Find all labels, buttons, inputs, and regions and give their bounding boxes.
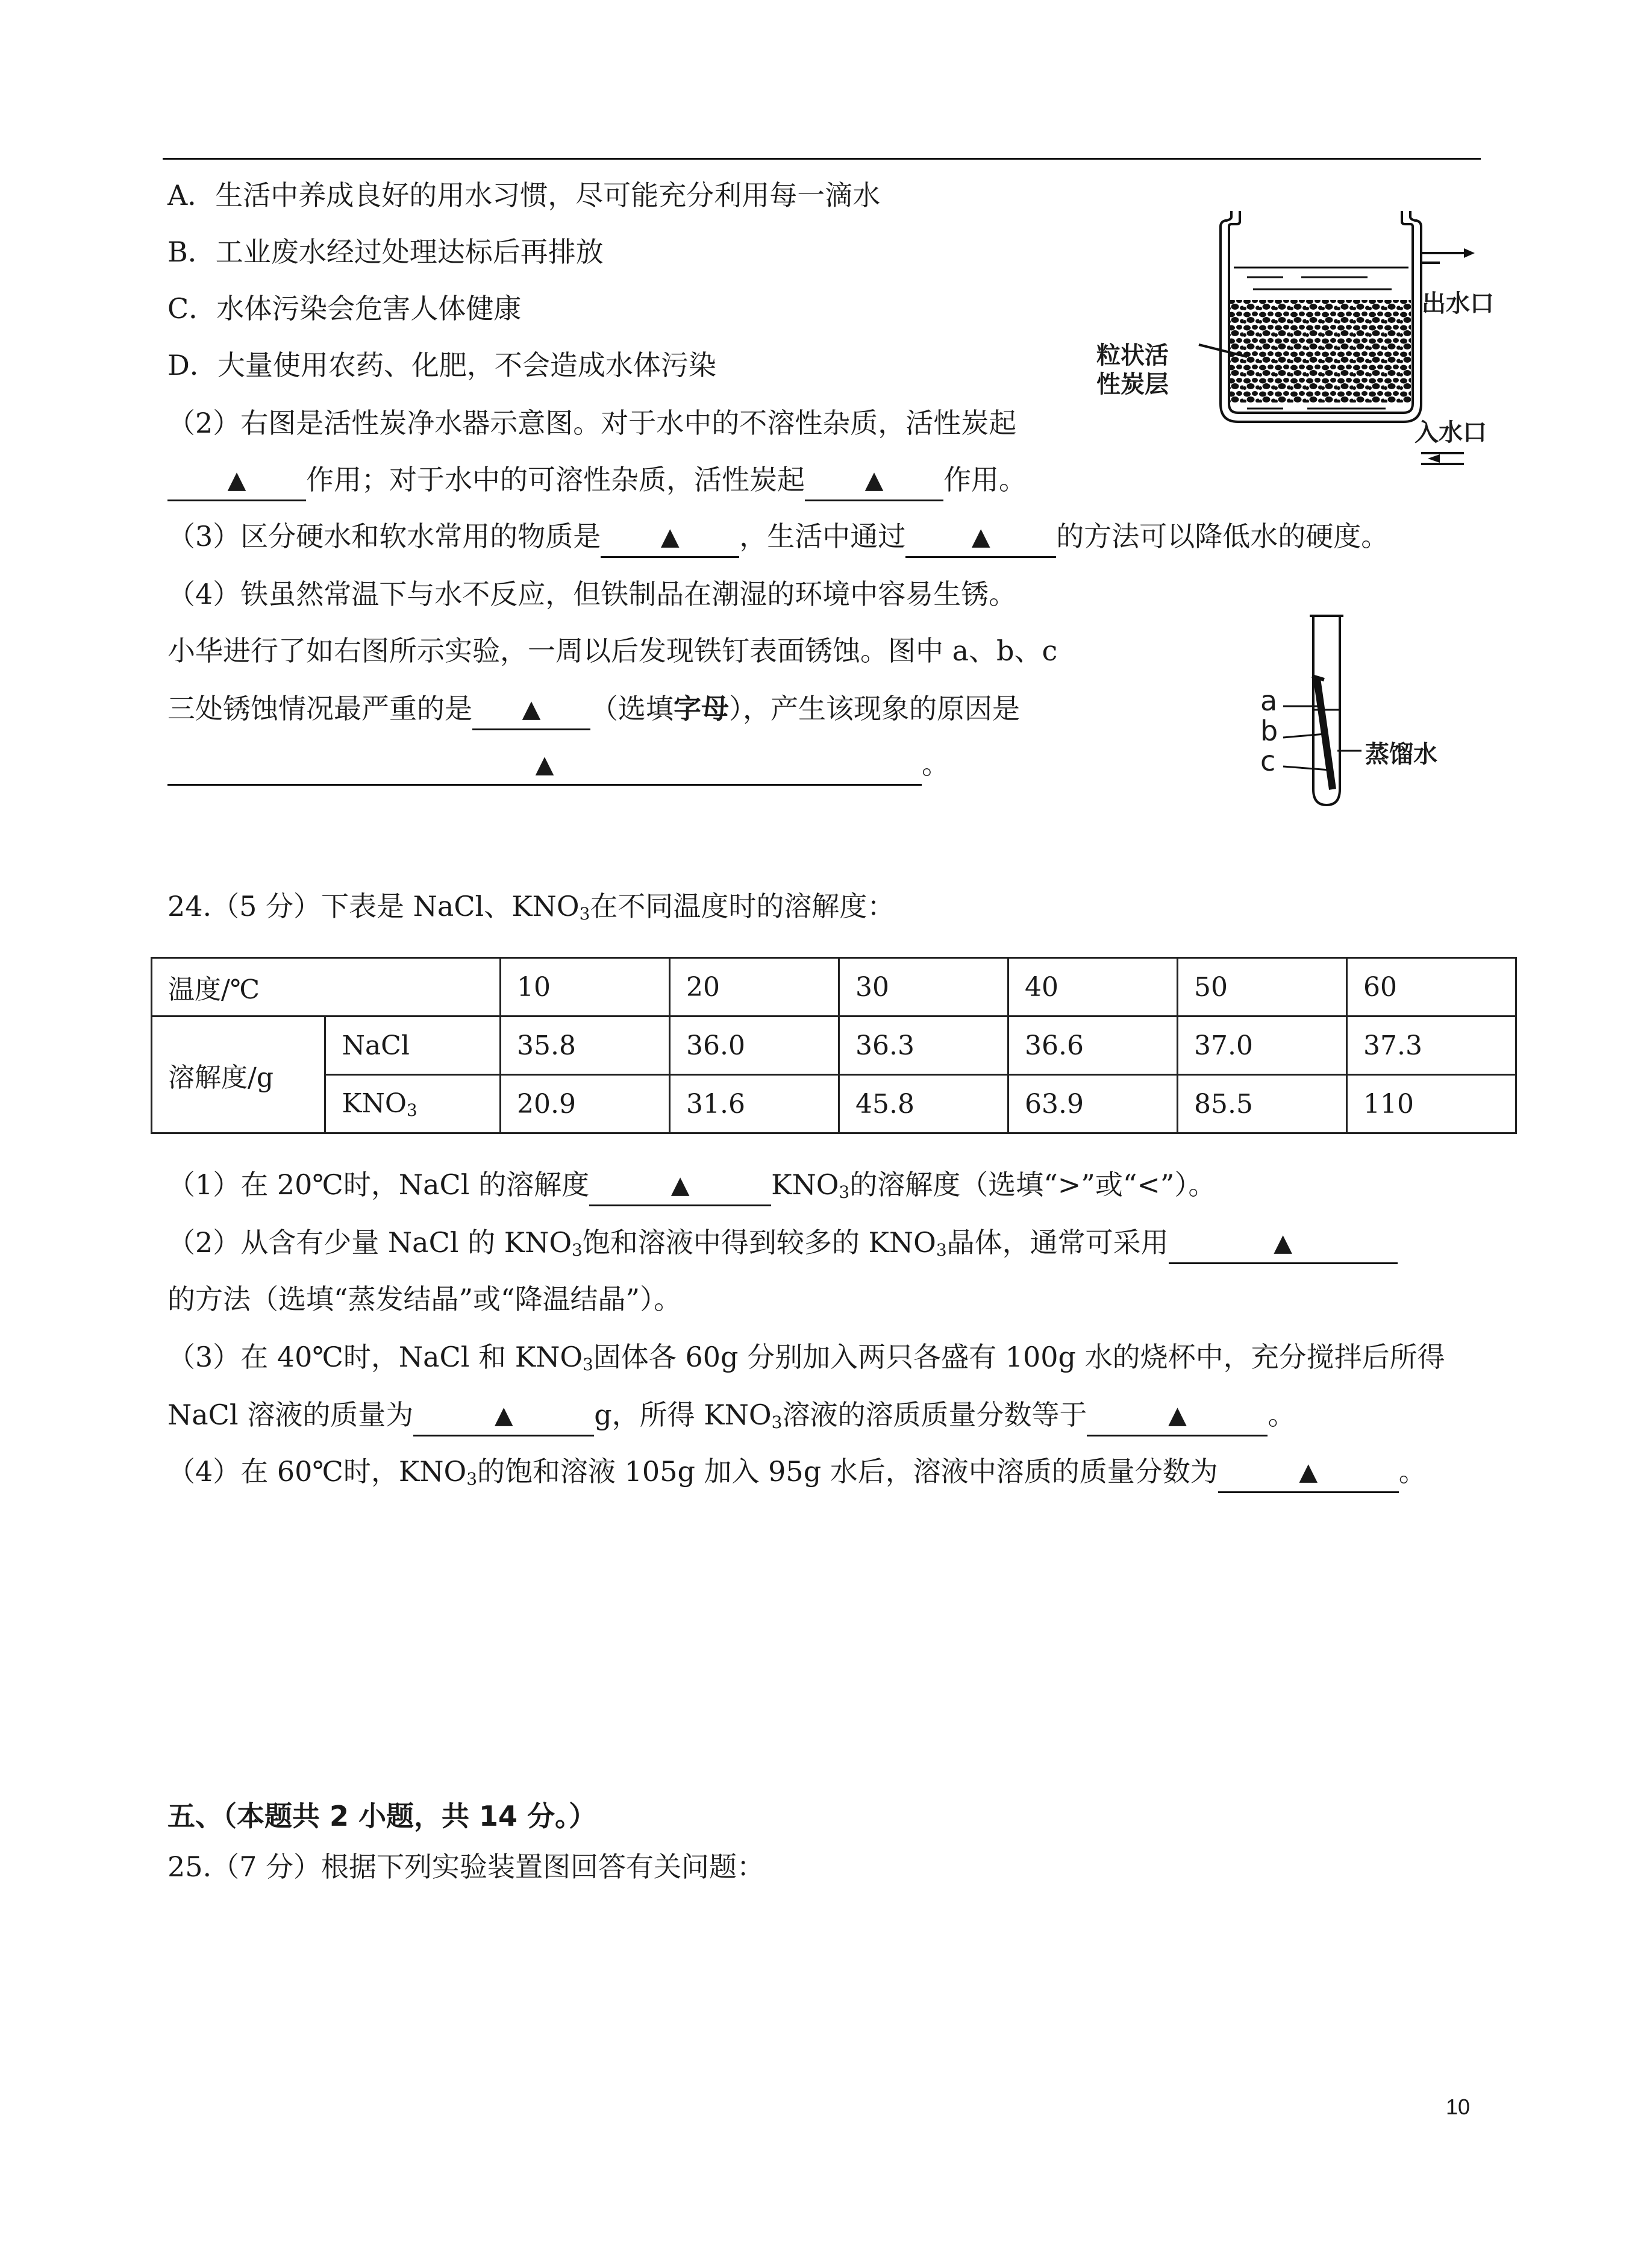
table-cell: 31.6 [670, 1075, 839, 1133]
table-cell: 30 [839, 958, 1008, 1017]
table-cell: 35.8 [501, 1017, 670, 1075]
triangle-icon: ▲ [671, 1171, 690, 1199]
table-row [152, 958, 1516, 1017]
test-tube-figure [1247, 609, 1464, 813]
option-c: C．水体污染会危害人体健康 [167, 292, 522, 325]
answer-blank[interactable] [413, 1397, 594, 1436]
triangle-icon: ▲ [1299, 1458, 1318, 1486]
triangle-icon: ▲ [535, 751, 554, 778]
answer-blank[interactable] [905, 518, 1056, 558]
q25-prompt: 25.（7 分）根据下列实验装置图回答有关问题： [167, 1850, 765, 1883]
table-cell: 36.6 [1008, 1017, 1178, 1075]
answer-blank[interactable] [1218, 1453, 1399, 1493]
inlet-label: 入水口 [1415, 419, 1487, 446]
table-cell: 40 [1008, 958, 1178, 1017]
triangle-icon: ▲ [1274, 1229, 1293, 1257]
table-cell: 85.5 [1178, 1075, 1347, 1133]
q23-part4-line3: 三处锈蚀情况最严重的是 ▲ （选填字母），产生该现象的原因是 [167, 691, 1020, 730]
q24-part3-line2: NaCl 溶液的质量为 ▲ g，所得 $KNO_3$溶液的溶质质量分数等于 ▲ 。 [167, 1397, 1295, 1441]
table-cell: 60 [1347, 958, 1516, 1017]
table-cell: 36.0 [670, 1017, 839, 1075]
table-cell: 20 [670, 958, 839, 1017]
answer-blank[interactable] [805, 462, 943, 501]
q24-title: 24.（5 分）下表是 NaCl、$KNO_3$在不同温度时的溶解度： [167, 890, 895, 924]
tube-labels [1260, 686, 1278, 776]
triangle-icon: ▲ [864, 466, 884, 494]
triangle-icon: ▲ [522, 695, 541, 723]
carbon-layer-label: 粒状活 性炭层 [1096, 342, 1169, 398]
option-b: B．工业废水经过处理达标后再排放 [167, 236, 604, 268]
distilled-water-label: 蒸馏水 [1365, 741, 1437, 768]
test-tube-diagram [1247, 609, 1464, 813]
option-d: D．大量使用农药、化肥，不会造成水体污染 [167, 349, 716, 381]
label-c: c [1260, 745, 1276, 777]
q24-part4: （4）在 60℃时，$KNO_3$的饱和溶液 105g 加入 95g 水后，溶液中溶质的质量分数为 ▲ 。 [167, 1453, 1427, 1497]
answer-blank[interactable] [1169, 1224, 1398, 1264]
table-row [152, 1075, 1516, 1133]
table-cell: 63.9 [1008, 1075, 1178, 1133]
label-a: a [1260, 684, 1278, 717]
option-a: A．生活中养成良好的用水习惯，尽可能充分利用每一滴水 [167, 179, 881, 211]
q24-part3-line1: （3）在 40℃时，NaCl 和 $KNO_3$固体各 60g 分别加入两只各盛有 100g 水的烧杯中，充分搅拌后所得 [167, 1341, 1445, 1374]
table-cell: 45.8 [839, 1075, 1008, 1133]
triangle-icon: ▲ [494, 1402, 513, 1429]
page-number: 10 [1446, 2094, 1471, 2119]
answer-blank[interactable] [589, 1167, 771, 1206]
table-cell: 10 [501, 958, 670, 1017]
q23-part3: （3）区分硬水和软水常用的物质是 ▲ ，生活中通过 ▲ 的方法可以降低水的硬度。 [167, 518, 1389, 558]
q24-part2-line2: 的方法（选填“蒸发结晶”或“降温结晶”）。 [167, 1283, 682, 1315]
table-cell: 110 [1347, 1075, 1516, 1133]
table-cell: 50 [1178, 958, 1347, 1017]
q23-part4-line1: （4）铁虽然常温下与水不反应，但铁制品在潮湿的环境中容易生锈。 [167, 578, 1017, 610]
answer-blank[interactable] [472, 691, 590, 730]
section-heading: 五、（本题共 2 小题，共 14 分。） [167, 1800, 597, 1832]
q23-part2-line2: ▲ 作用；对于水中的可溶性杂质，活性炭起 ▲ 作用。 [167, 462, 1027, 501]
table-cell: 20.9 [501, 1075, 670, 1133]
table-header-temp: 温度/℃ [152, 958, 501, 1017]
answer-blank[interactable] [1087, 1397, 1268, 1436]
q23-part4-line4: ▲ 。 [167, 746, 949, 786]
triangle-icon: ▲ [227, 466, 246, 494]
carbon-filter-figure [1096, 205, 1494, 506]
table-header-solubility: 溶解度/g [152, 1017, 325, 1133]
outlet-label: 出水口 [1422, 290, 1494, 318]
table-label-kno3: $KNO_3$ [325, 1075, 501, 1133]
table-cell: 37.3 [1347, 1017, 1516, 1075]
q24-part1: （1）在 20℃时，NaCl 的溶解度 ▲ $KNO_3$的溶解度（选填“>”或“<”）。 [167, 1167, 1216, 1211]
solubility-table [151, 957, 1517, 1134]
q23-part2-line1: （2）右图是活性炭净水器示意图。对于水中的不溶性杂质，活性炭起 [167, 407, 1017, 439]
table-row [152, 1017, 1516, 1075]
table-cell: 37.0 [1178, 1017, 1347, 1075]
table-label-nacl: NaCl [325, 1017, 501, 1075]
triangle-icon: ▲ [1168, 1402, 1187, 1429]
answer-blank[interactable] [167, 746, 922, 786]
header-rule [163, 158, 1481, 160]
triangle-icon: ▲ [971, 523, 990, 551]
q24-part2: （2）从含有少量 NaCl 的 $KNO_3$饱和溶液中得到较多的 $KNO_3$晶体，通常可采用 ▲ [167, 1224, 1398, 1268]
q23-part4-line2: 小华进行了如右图所示实验，一周以后发现铁钉表面锈蚀。图中 a、b、c [167, 634, 1058, 667]
table-cell: 36.3 [839, 1017, 1008, 1075]
label-b: b [1260, 715, 1278, 747]
triangle-icon: ▲ [660, 523, 680, 551]
answer-blank[interactable] [601, 518, 739, 558]
answer-blank[interactable] [167, 462, 306, 501]
